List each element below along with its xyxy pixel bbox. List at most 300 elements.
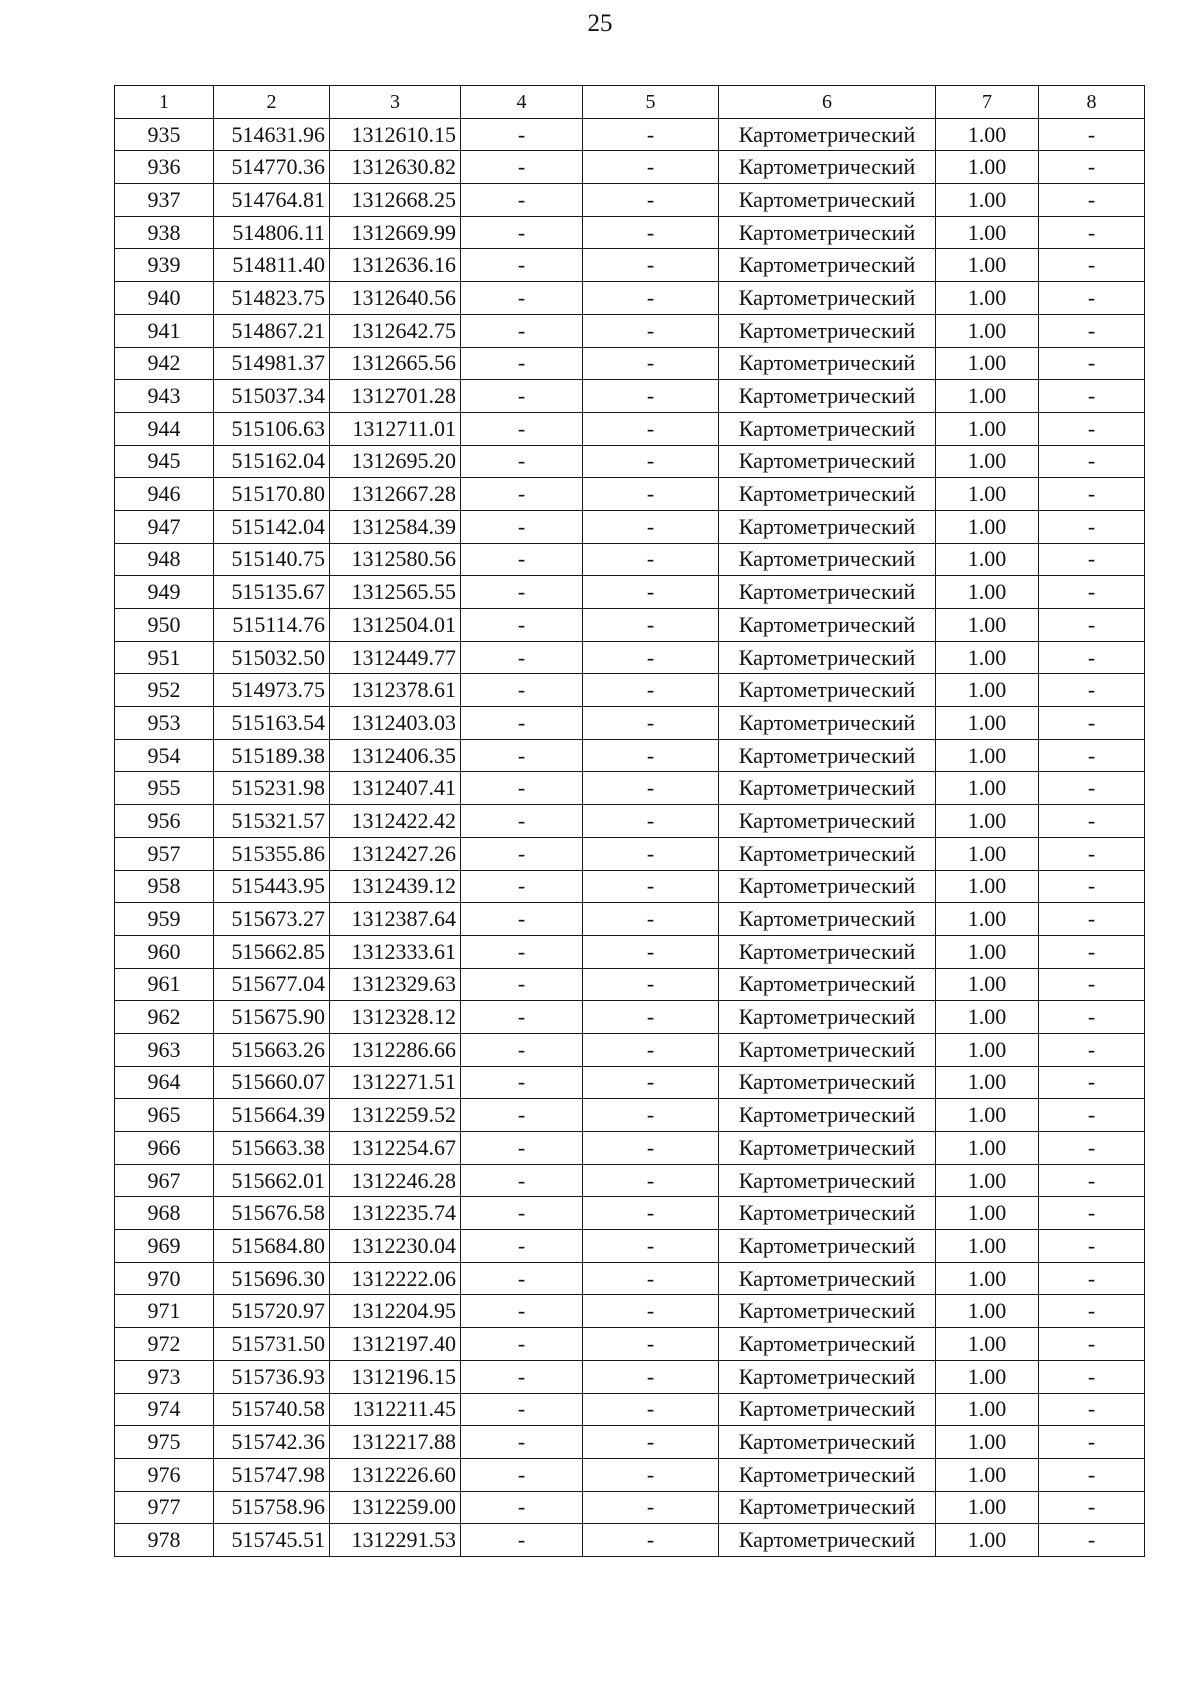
y-coordinate-cell: 1312665.56 (330, 347, 461, 380)
method-cell: Картометрический (719, 1164, 936, 1197)
col5-cell: - (583, 641, 719, 674)
point-number-cell: 954 (115, 739, 214, 772)
method-cell: Картометрический (719, 1099, 936, 1132)
point-number-cell: 973 (115, 1360, 214, 1393)
point-number-cell: 965 (115, 1099, 214, 1132)
table-row (115, 1099, 1145, 1132)
col8-cell: - (1039, 1001, 1145, 1034)
col5-cell: - (583, 1230, 719, 1263)
col4-cell: - (461, 805, 583, 838)
col5-cell: - (583, 707, 719, 740)
accuracy-cell: 1.00 (936, 674, 1039, 707)
y-coordinate-cell: 1312565.55 (330, 576, 461, 609)
accuracy-cell: 1.00 (936, 151, 1039, 184)
y-coordinate-cell: 1312427.26 (330, 837, 461, 870)
col5-cell: - (583, 380, 719, 413)
col5-cell: - (583, 1262, 719, 1295)
table-row (115, 412, 1145, 445)
table-row (115, 543, 1145, 576)
col4-cell: - (461, 347, 583, 380)
x-coordinate-cell: 515443.95 (214, 870, 330, 903)
y-coordinate-cell: 1312271.51 (330, 1066, 461, 1099)
col5-cell: - (583, 184, 719, 217)
col5-cell: - (583, 314, 719, 347)
col4-cell: - (461, 249, 583, 282)
col8-cell: - (1039, 543, 1145, 576)
accuracy-cell: 1.00 (936, 1295, 1039, 1328)
accuracy-cell: 1.00 (936, 903, 1039, 936)
col5-cell: - (583, 216, 719, 249)
accuracy-cell: 1.00 (936, 347, 1039, 380)
method-cell: Картометрический (719, 935, 936, 968)
point-number-cell: 978 (115, 1524, 214, 1557)
table-row (115, 576, 1145, 609)
col8-cell: - (1039, 1295, 1145, 1328)
table-row (115, 380, 1145, 413)
point-number-cell: 960 (115, 935, 214, 968)
method-cell: Картометрический (719, 1458, 936, 1491)
col8-cell: - (1039, 1328, 1145, 1361)
y-coordinate-cell: 1312669.99 (330, 216, 461, 249)
point-number-cell: 969 (115, 1230, 214, 1263)
table-row (115, 772, 1145, 805)
table-row (115, 1262, 1145, 1295)
col4-cell: - (461, 1001, 583, 1034)
col4-cell: - (461, 510, 583, 543)
table-row (115, 935, 1145, 968)
accuracy-cell: 1.00 (936, 282, 1039, 315)
x-coordinate-cell: 515677.04 (214, 968, 330, 1001)
table-row (115, 510, 1145, 543)
y-coordinate-cell: 1312449.77 (330, 641, 461, 674)
point-number-cell: 937 (115, 184, 214, 217)
method-cell: Картометрический (719, 314, 936, 347)
method-cell: Картометрический (719, 1491, 936, 1524)
col5-cell: - (583, 151, 719, 184)
col8-cell: - (1039, 968, 1145, 1001)
point-number-cell: 947 (115, 510, 214, 543)
method-cell: Картометрический (719, 805, 936, 838)
x-coordinate-cell: 515663.38 (214, 1132, 330, 1165)
table-row (115, 1164, 1145, 1197)
col4-cell: - (461, 1295, 583, 1328)
col4-cell: - (461, 935, 583, 968)
column-header: 1 (115, 86, 214, 119)
column-header: 5 (583, 86, 719, 119)
accuracy-cell: 1.00 (936, 968, 1039, 1001)
accuracy-cell: 1.00 (936, 543, 1039, 576)
col4-cell: - (461, 478, 583, 511)
method-cell: Картометрический (719, 1393, 936, 1426)
col8-cell: - (1039, 903, 1145, 936)
method-cell: Картометрический (719, 543, 936, 576)
y-coordinate-cell: 1312695.20 (330, 445, 461, 478)
col4-cell: - (461, 1426, 583, 1459)
point-number-cell: 963 (115, 1033, 214, 1066)
method-cell: Картометрический (719, 478, 936, 511)
accuracy-cell: 1.00 (936, 935, 1039, 968)
col5-cell: - (583, 1001, 719, 1034)
point-number-cell: 939 (115, 249, 214, 282)
col8-cell: - (1039, 674, 1145, 707)
col4-cell: - (461, 151, 583, 184)
column-header: 6 (719, 86, 936, 119)
x-coordinate-cell: 515140.75 (214, 543, 330, 576)
table-row (115, 1360, 1145, 1393)
column-header: 4 (461, 86, 583, 119)
method-cell: Картометрический (719, 282, 936, 315)
method-cell: Картометрический (719, 739, 936, 772)
col5-cell: - (583, 1458, 719, 1491)
accuracy-cell: 1.00 (936, 314, 1039, 347)
col5-cell: - (583, 1426, 719, 1459)
y-coordinate-cell: 1312254.67 (330, 1132, 461, 1165)
point-number-cell: 955 (115, 772, 214, 805)
x-coordinate-cell: 514806.11 (214, 216, 330, 249)
accuracy-cell: 1.00 (936, 1491, 1039, 1524)
col8-cell: - (1039, 1197, 1145, 1230)
col8-cell: - (1039, 314, 1145, 347)
accuracy-cell: 1.00 (936, 1524, 1039, 1557)
col4-cell: - (461, 1230, 583, 1263)
table-row (115, 805, 1145, 838)
y-coordinate-cell: 1312196.15 (330, 1360, 461, 1393)
x-coordinate-cell: 514973.75 (214, 674, 330, 707)
accuracy-cell: 1.00 (936, 739, 1039, 772)
point-number-cell: 949 (115, 576, 214, 609)
y-coordinate-cell: 1312217.88 (330, 1426, 461, 1459)
method-cell: Картометрический (719, 968, 936, 1001)
table-row (115, 1230, 1145, 1263)
point-number-cell: 936 (115, 151, 214, 184)
col5-cell: - (583, 478, 719, 511)
col5-cell: - (583, 412, 719, 445)
col8-cell: - (1039, 151, 1145, 184)
col4-cell: - (461, 870, 583, 903)
accuracy-cell: 1.00 (936, 478, 1039, 511)
y-coordinate-cell: 1312407.41 (330, 772, 461, 805)
table-row (115, 707, 1145, 740)
x-coordinate-cell: 515664.39 (214, 1099, 330, 1132)
point-number-cell: 956 (115, 805, 214, 838)
col4-cell: - (461, 609, 583, 642)
y-coordinate-cell: 1312378.61 (330, 674, 461, 707)
table-row (115, 903, 1145, 936)
col8-cell: - (1039, 1262, 1145, 1295)
accuracy-cell: 1.00 (936, 772, 1039, 805)
col8-cell: - (1039, 1426, 1145, 1459)
x-coordinate-cell: 514811.40 (214, 249, 330, 282)
point-number-cell: 942 (115, 347, 214, 380)
method-cell: Картометрический (719, 837, 936, 870)
point-number-cell: 961 (115, 968, 214, 1001)
col4-cell: - (461, 1099, 583, 1132)
table-row (115, 674, 1145, 707)
point-number-cell: 945 (115, 445, 214, 478)
x-coordinate-cell: 514770.36 (214, 151, 330, 184)
col5-cell: - (583, 118, 719, 151)
x-coordinate-cell: 515170.80 (214, 478, 330, 511)
x-coordinate-cell: 515676.58 (214, 1197, 330, 1230)
col5-cell: - (583, 249, 719, 282)
col4-cell: - (461, 1491, 583, 1524)
col4-cell: - (461, 282, 583, 315)
col8-cell: - (1039, 609, 1145, 642)
col8-cell: - (1039, 837, 1145, 870)
x-coordinate-cell: 515758.96 (214, 1491, 330, 1524)
y-coordinate-cell: 1312422.42 (330, 805, 461, 838)
table-row (115, 837, 1145, 870)
x-coordinate-cell: 514867.21 (214, 314, 330, 347)
y-coordinate-cell: 1312197.40 (330, 1328, 461, 1361)
col5-cell: - (583, 1524, 719, 1557)
col4-cell: - (461, 118, 583, 151)
col8-cell: - (1039, 478, 1145, 511)
col4-cell: - (461, 707, 583, 740)
accuracy-cell: 1.00 (936, 707, 1039, 740)
col4-cell: - (461, 739, 583, 772)
method-cell: Картометрический (719, 445, 936, 478)
point-number-cell: 953 (115, 707, 214, 740)
col5-cell: - (583, 609, 719, 642)
y-coordinate-cell: 1312211.45 (330, 1393, 461, 1426)
col4-cell: - (461, 837, 583, 870)
accuracy-cell: 1.00 (936, 249, 1039, 282)
y-coordinate-cell: 1312668.25 (330, 184, 461, 217)
col4-cell: - (461, 772, 583, 805)
y-coordinate-cell: 1312610.15 (330, 118, 461, 151)
x-coordinate-cell: 514631.96 (214, 118, 330, 151)
col4-cell: - (461, 1197, 583, 1230)
table-row (115, 445, 1145, 478)
col5-cell: - (583, 1066, 719, 1099)
y-coordinate-cell: 1312328.12 (330, 1001, 461, 1034)
y-coordinate-cell: 1312636.16 (330, 249, 461, 282)
table-row (115, 609, 1145, 642)
column-header: 2 (214, 86, 330, 119)
table-row (115, 1066, 1145, 1099)
x-coordinate-cell: 515163.54 (214, 707, 330, 740)
x-coordinate-cell: 515736.93 (214, 1360, 330, 1393)
method-cell: Картометрический (719, 510, 936, 543)
point-number-cell: 966 (115, 1132, 214, 1165)
method-cell: Картометрический (719, 1360, 936, 1393)
col8-cell: - (1039, 184, 1145, 217)
accuracy-cell: 1.00 (936, 641, 1039, 674)
table-header-row (115, 86, 1145, 119)
col5-cell: - (583, 772, 719, 805)
y-coordinate-cell: 1312259.52 (330, 1099, 461, 1132)
col8-cell: - (1039, 216, 1145, 249)
col8-cell: - (1039, 739, 1145, 772)
accuracy-cell: 1.00 (936, 216, 1039, 249)
col5-cell: - (583, 935, 719, 968)
point-number-cell: 964 (115, 1066, 214, 1099)
method-cell: Картометрический (719, 216, 936, 249)
point-number-cell: 967 (115, 1164, 214, 1197)
y-coordinate-cell: 1312701.28 (330, 380, 461, 413)
accuracy-cell: 1.00 (936, 1099, 1039, 1132)
col8-cell: - (1039, 1164, 1145, 1197)
table-row (115, 1328, 1145, 1361)
y-coordinate-cell: 1312403.03 (330, 707, 461, 740)
col4-cell: - (461, 903, 583, 936)
table-row (115, 216, 1145, 249)
x-coordinate-cell: 515747.98 (214, 1458, 330, 1491)
x-coordinate-cell: 515663.26 (214, 1033, 330, 1066)
col4-cell: - (461, 674, 583, 707)
method-cell: Картометрический (719, 184, 936, 217)
column-header: 3 (330, 86, 461, 119)
table-row (115, 1491, 1145, 1524)
col5-cell: - (583, 739, 719, 772)
coordinates-table (114, 85, 1145, 1557)
x-coordinate-cell: 515742.36 (214, 1426, 330, 1459)
accuracy-cell: 1.00 (936, 805, 1039, 838)
col8-cell: - (1039, 1132, 1145, 1165)
y-coordinate-cell: 1312667.28 (330, 478, 461, 511)
point-number-cell: 957 (115, 837, 214, 870)
method-cell: Картометрический (719, 1295, 936, 1328)
col5-cell: - (583, 445, 719, 478)
col8-cell: - (1039, 118, 1145, 151)
col4-cell: - (461, 1033, 583, 1066)
x-coordinate-cell: 515142.04 (214, 510, 330, 543)
col5-cell: - (583, 347, 719, 380)
col4-cell: - (461, 1132, 583, 1165)
col4-cell: - (461, 641, 583, 674)
col4-cell: - (461, 314, 583, 347)
point-number-cell: 975 (115, 1426, 214, 1459)
accuracy-cell: 1.00 (936, 1197, 1039, 1230)
table-row (115, 1295, 1145, 1328)
x-coordinate-cell: 515696.30 (214, 1262, 330, 1295)
y-coordinate-cell: 1312711.01 (330, 412, 461, 445)
y-coordinate-cell: 1312246.28 (330, 1164, 461, 1197)
accuracy-cell: 1.00 (936, 1426, 1039, 1459)
y-coordinate-cell: 1312439.12 (330, 870, 461, 903)
table-row (115, 184, 1145, 217)
point-number-cell: 935 (115, 118, 214, 151)
x-coordinate-cell: 514981.37 (214, 347, 330, 380)
x-coordinate-cell: 515720.97 (214, 1295, 330, 1328)
col8-cell: - (1039, 412, 1145, 445)
method-cell: Картометрический (719, 412, 936, 445)
x-coordinate-cell: 515675.90 (214, 1001, 330, 1034)
table-row (115, 1393, 1145, 1426)
point-number-cell: 971 (115, 1295, 214, 1328)
y-coordinate-cell: 1312329.63 (330, 968, 461, 1001)
accuracy-cell: 1.00 (936, 576, 1039, 609)
x-coordinate-cell: 515032.50 (214, 641, 330, 674)
y-coordinate-cell: 1312235.74 (330, 1197, 461, 1230)
y-coordinate-cell: 1312222.06 (330, 1262, 461, 1295)
x-coordinate-cell: 515731.50 (214, 1328, 330, 1361)
point-number-cell: 976 (115, 1458, 214, 1491)
col4-cell: - (461, 1524, 583, 1557)
accuracy-cell: 1.00 (936, 870, 1039, 903)
x-coordinate-cell: 514823.75 (214, 282, 330, 315)
table-row (115, 1132, 1145, 1165)
point-number-cell: 970 (115, 1262, 214, 1295)
column-header: 8 (1039, 86, 1145, 119)
method-cell: Картометрический (719, 674, 936, 707)
method-cell: Картометрический (719, 903, 936, 936)
table-row (115, 1033, 1145, 1066)
y-coordinate-cell: 1312259.00 (330, 1491, 461, 1524)
x-coordinate-cell: 515231.98 (214, 772, 330, 805)
method-cell: Картометрический (719, 870, 936, 903)
table-row (115, 118, 1145, 151)
col8-cell: - (1039, 510, 1145, 543)
x-coordinate-cell: 515660.07 (214, 1066, 330, 1099)
table-row (115, 1426, 1145, 1459)
col8-cell: - (1039, 870, 1145, 903)
col5-cell: - (583, 510, 719, 543)
accuracy-cell: 1.00 (936, 510, 1039, 543)
point-number-cell: 946 (115, 478, 214, 511)
method-cell: Картометрический (719, 576, 936, 609)
method-cell: Картометрический (719, 380, 936, 413)
y-coordinate-cell: 1312333.61 (330, 935, 461, 968)
y-coordinate-cell: 1312406.35 (330, 739, 461, 772)
col8-cell: - (1039, 1099, 1145, 1132)
x-coordinate-cell: 515037.34 (214, 380, 330, 413)
col4-cell: - (461, 184, 583, 217)
col5-cell: - (583, 805, 719, 838)
y-coordinate-cell: 1312630.82 (330, 151, 461, 184)
x-coordinate-cell: 515684.80 (214, 1230, 330, 1263)
col8-cell: - (1039, 249, 1145, 282)
x-coordinate-cell: 515662.01 (214, 1164, 330, 1197)
col8-cell: - (1039, 1066, 1145, 1099)
col4-cell: - (461, 1066, 583, 1099)
col8-cell: - (1039, 935, 1145, 968)
table-row (115, 314, 1145, 347)
table-body (115, 118, 1145, 1556)
col8-cell: - (1039, 1360, 1145, 1393)
column-header: 7 (936, 86, 1039, 119)
y-coordinate-cell: 1312226.60 (330, 1458, 461, 1491)
x-coordinate-cell: 515162.04 (214, 445, 330, 478)
table-row (115, 151, 1145, 184)
accuracy-cell: 1.00 (936, 1393, 1039, 1426)
accuracy-cell: 1.00 (936, 837, 1039, 870)
method-cell: Картометрический (719, 118, 936, 151)
col4-cell: - (461, 543, 583, 576)
method-cell: Картометрический (719, 1197, 936, 1230)
col4-cell: - (461, 968, 583, 1001)
x-coordinate-cell: 515745.51 (214, 1524, 330, 1557)
point-number-cell: 951 (115, 641, 214, 674)
col8-cell: - (1039, 445, 1145, 478)
col8-cell: - (1039, 707, 1145, 740)
col5-cell: - (583, 837, 719, 870)
point-number-cell: 959 (115, 903, 214, 936)
accuracy-cell: 1.00 (936, 1164, 1039, 1197)
col4-cell: - (461, 1164, 583, 1197)
accuracy-cell: 1.00 (936, 380, 1039, 413)
x-coordinate-cell: 515114.76 (214, 609, 330, 642)
method-cell: Картометрический (719, 249, 936, 282)
col5-cell: - (583, 903, 719, 936)
method-cell: Картометрический (719, 772, 936, 805)
col5-cell: - (583, 576, 719, 609)
table-row (115, 870, 1145, 903)
col4-cell: - (461, 1262, 583, 1295)
method-cell: Картометрический (719, 641, 936, 674)
method-cell: Картометрический (719, 1328, 936, 1361)
